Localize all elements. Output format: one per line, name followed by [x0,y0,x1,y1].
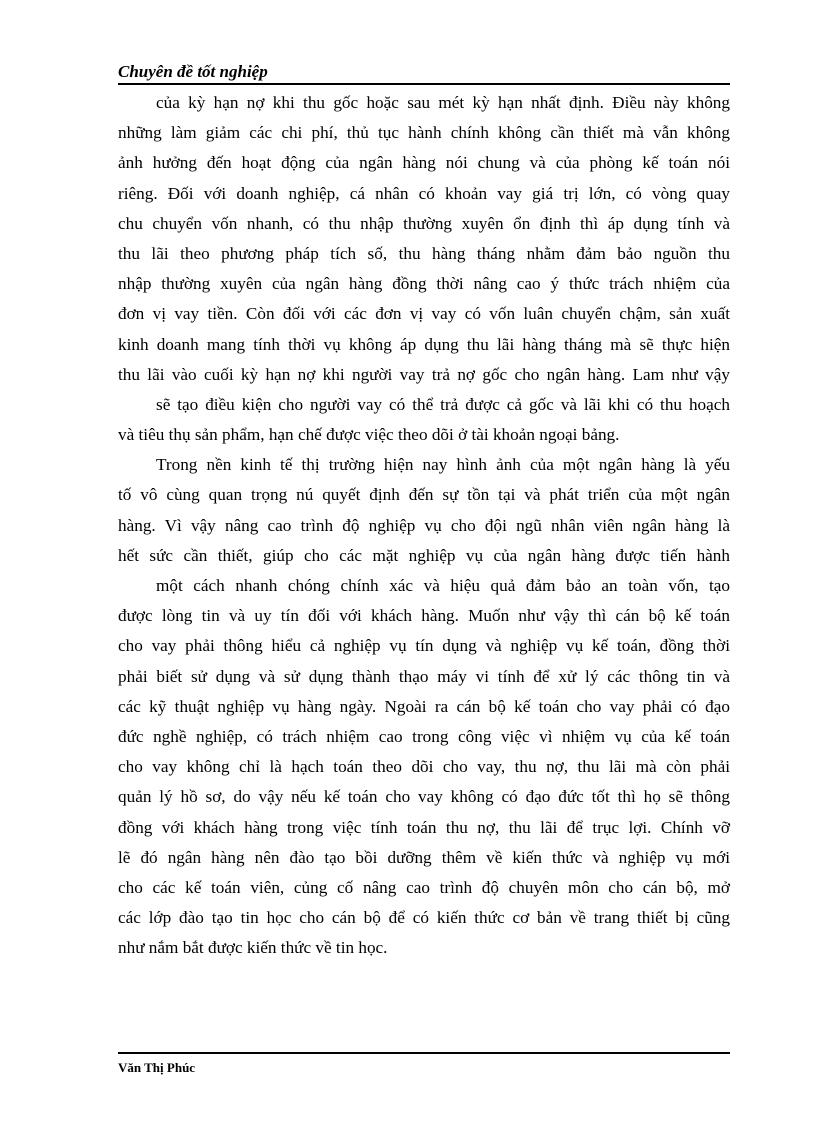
text-line: các kỹ thuật nghiệp vụ hàng ngày. Ngoài ra cán bộ kế toán cho vay phải có đạo [118,696,730,716]
text-line: của kỳ hạn nợ khi thu gốc hoặc sau mét kỳ hạn nhất định. Điều này không [156,93,730,112]
text-line: hàng. Vì vậy nâng cao trình độ nghiệp vụ cho đội ngũ nhân viên ngân hàng là [118,515,730,535]
page-header [118,62,730,82]
text-line: cho các kế toán viên, củng cố nâng cao trình độ chuyên môn cho cán bộ, mở [118,877,730,897]
text-line: phải biết sử dụng và sử dụng thành thạo máy vi tính để xử lý các thông tin và [118,666,730,686]
text-line: Trong nền kinh tế thị trường hiện nay hình ảnh của một ngân hàng là yếu [156,455,730,475]
text-line: quản lý hồ sơ, do vậy nếu kế toán cho vay không có đạo đức tốt thì họ sẽ thông [118,787,730,807]
document-body [118,88,730,963]
text-line: được lòng tin và uy tín đối với khách hàng. Muốn như vậy thì cán bộ kế toán [118,606,730,626]
header-title: Chuyên đề tốt nghiệp [118,62,268,81]
text-line: tố vô cùng quan trọng nú quyết định đến sự tồn tại và phát triển của một ngân [118,485,730,505]
text-line: thu lãi vào cuối kỳ hạn nợ khi người vay trả nợ gốc cho ngân hàng. Lam như vậy [118,364,730,384]
text-line: đồng với khách hàng trong việc tính toán thu nợ, thu lãi để trục lợi. Chính vỡ [118,817,730,837]
text-line: và tiêu thụ sản phẩm, hạn chế được việc theo dõi ở tài khoản ngoại bảng. [118,425,620,445]
text-line: như nắm bắt được kiến thức về tin học. [118,938,388,958]
text-line: các lớp đào tạo tin học cho cán bộ để có kiến thức cơ bản về trang thiết bị cũng [118,908,730,928]
text-line: những làm giảm các chi phí, thủ tục hành chính không cần thiết mà vẫn không [118,123,730,143]
footer-divider [118,1052,730,1054]
text-line: lẽ đó ngân hàng nên đào tạo bồi dưỡng thêm về kiến thức và nghiệp vụ mới [118,847,730,867]
footer-author: Văn Thị Phúc [118,1060,196,1075]
text-line: riêng. Đối với doanh nghiệp, cá nhân có khoản vay giá trị lớn, có vòng quay [118,183,730,203]
text-line: đức nghề nghiệp, có trách nhiệm cao trong công việc vì nhiệm vụ của kế toán [118,726,730,746]
text-line: nhập thường xuyên của ngân hàng đồng thời nâng cao ý thức trách nhiệm của [118,274,730,294]
text-line: chu chuyển vốn nhanh, có thu nhập thường xuyên ổn định thì áp dụng tính và [118,213,730,233]
text-line: cho vay phải thông hiểu cả nghiệp vụ tín dụng và nghiệp vụ kế toán, đồng thời [118,636,730,656]
text-line: kinh doanh mang tính thời vụ không áp dụng thu lãi hàng tháng mà sẽ thực hiện [118,334,730,354]
text-line: cho vay không chỉ là hạch toán theo dõi cho vay, thu nợ, thu lãi mà còn phải [118,757,730,777]
text-line: hết sức cần thiết, giúp cho các mặt nghiệp vụ của ngân hàng được tiến hành [118,545,730,565]
text-line: ảnh hưởng đến hoạt động của ngân hàng nói chung và của phòng kế toán nói [118,153,730,173]
text-line: đơn vị vay tiền. Còn đối với các đơn vị vay có vốn luân chuyển chậm, sản xuất [118,304,730,324]
text-line: thu lãi theo phương pháp tích số, thu hàng tháng nhằm đảm bảo nguồn thu [118,243,730,263]
header-divider [118,83,730,85]
text-line: một cách nhanh chóng chính xác và hiệu quả đảm bảo an toàn vốn, tạo [156,576,730,595]
text-line: sẽ tạo điều kiện cho người vay có thể trả được cả gốc và lãi khi có thu hoạch [156,394,730,414]
paragraph [118,450,730,963]
paragraph [118,88,730,450]
